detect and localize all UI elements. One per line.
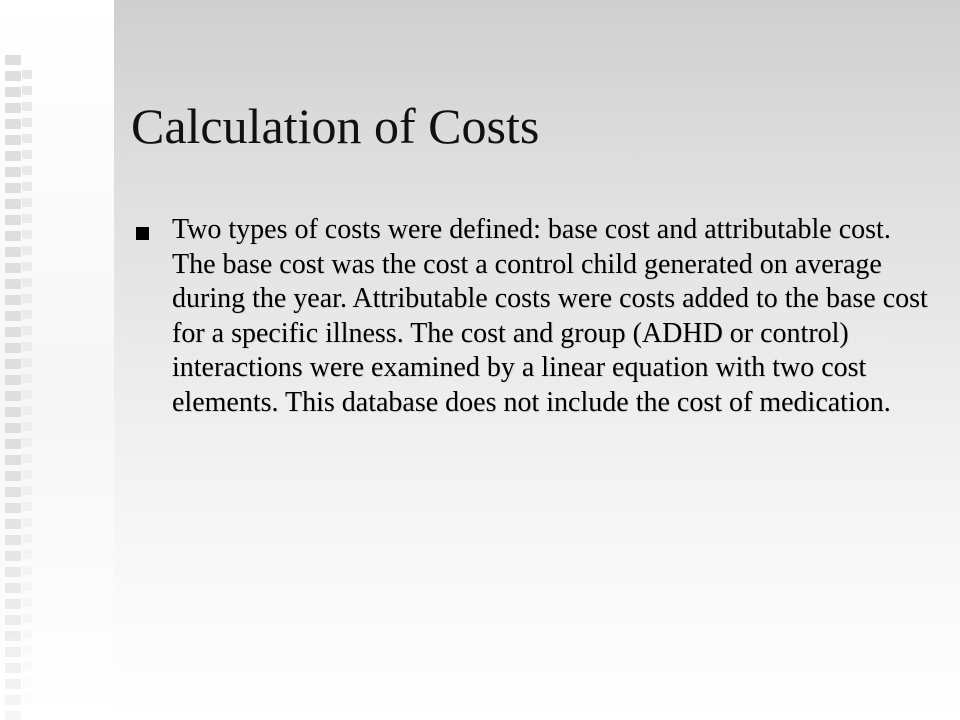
- decorative-squares-pattern: [5, 55, 21, 720]
- left-decorative-strip: [0, 0, 114, 720]
- square-bullet-icon: [136, 227, 149, 240]
- bullet-item: [134, 213, 934, 420]
- slide-title: Calculation of Costs: [131, 98, 540, 154]
- bullet-text: Two types of costs were defined: base cost and attributable cost. The base cost was the cost a control child generated on average during the year. Attributable costs were costs added to the base cost for a specific illness. The cost and group (ADHD or control) interactions were examined by a linear equation with two cost elements. This database does not include the cost of medication.: [172, 214, 928, 418]
- decorative-squares-pattern-secondary: [22, 70, 32, 710]
- slide-body: [134, 213, 934, 420]
